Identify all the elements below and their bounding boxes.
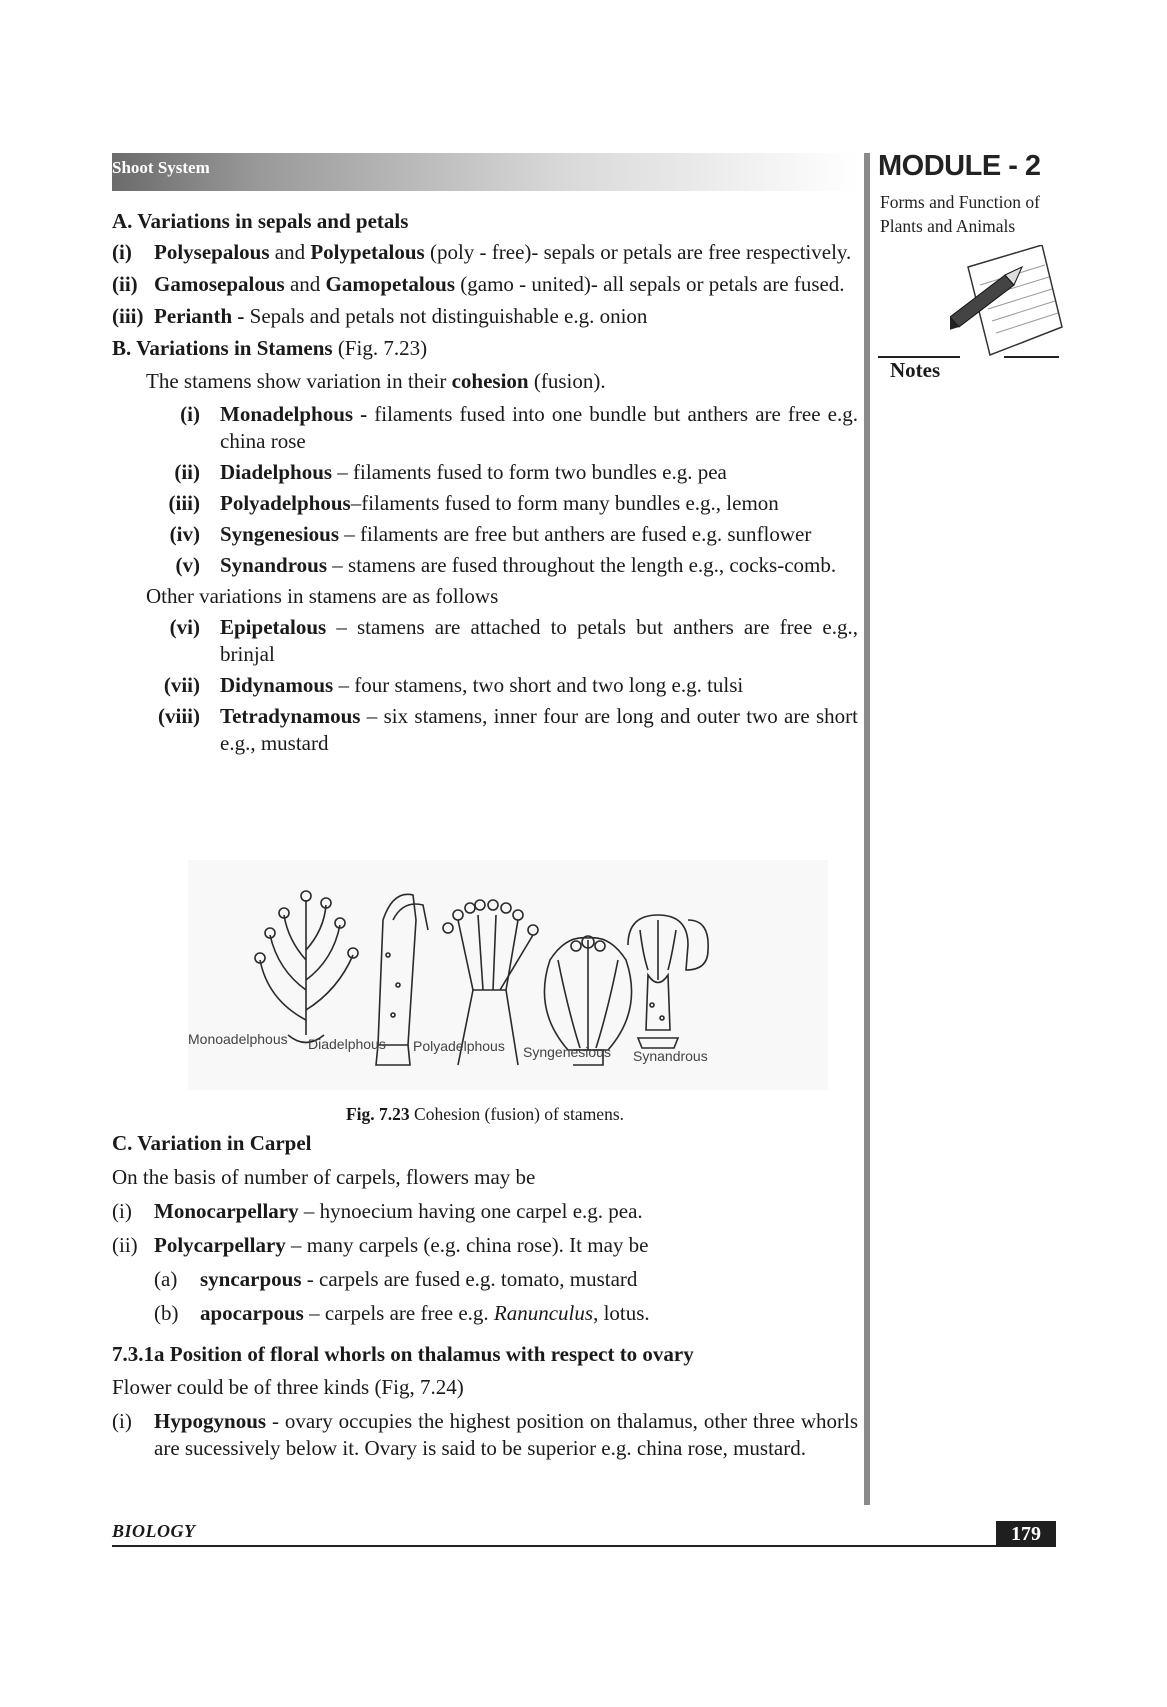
list-item: (i) Polysepalous and Polypetalous (poly - free)- sepals or petals are free respectively.	[112, 240, 852, 264]
section-c-container	[112, 1130, 858, 1462]
notes-rule-right	[1004, 356, 1059, 358]
list-item: (iv) Syngenesious – filaments are free but anthers are fused e.g. sunflower	[169, 522, 812, 546]
list-item: (b) apocarpous – carpels are free e.g. Ranunculus, lotus.	[154, 1301, 650, 1325]
list-item: (iii) Polyadelphous–filaments fused to form many bundles e.g., lemon	[168, 491, 779, 515]
list-item: (vii) Didynamous – four stamens, two short and two long e.g. tulsi	[163, 673, 744, 697]
figure-label-syngenesious: Syngenesious	[523, 1044, 611, 1060]
figure-label-monadelphous: Monoadelphous	[188, 1031, 288, 1047]
list-item: (ii) Diadelphous – filaments fused to form two bundles e.g. pea	[174, 460, 727, 484]
footer-subject: BIOLOGY	[112, 1521, 196, 1541]
list-item: (viii) Tetradynamous – six stamens, inner four are long and outer two are short e.g., mustard	[158, 704, 858, 755]
section-c-heading: C. Variation in Carpel	[112, 1131, 312, 1155]
stamen-figure	[188, 860, 828, 1090]
list-item: (iii) Perianth - Sepals and petals not distinguishable e.g. onion	[112, 304, 648, 328]
main-content	[112, 208, 858, 761]
notes-label: Notes	[890, 358, 941, 382]
section-b-intro: The stamens show variation in their cohesion (fusion).	[146, 369, 606, 393]
section-header-bar	[112, 153, 858, 191]
figure-label-polyadelphous: Polyadelphous	[413, 1038, 505, 1054]
page-number: 179	[996, 1521, 1056, 1547]
list-item: (i) Monadelphous - filaments fused into one bundle but anthers are free e.g. china rose	[180, 402, 858, 453]
section-c-intro: On the basis of number of carpels, flowers may be	[112, 1165, 536, 1189]
list-item: (i) Monocarpellary – hynoecium having one carpel e.g. pea.	[112, 1199, 643, 1223]
section-b-other: Other variations in stamens are as follows	[146, 584, 499, 608]
footer-rule	[112, 1545, 1056, 1547]
figure-label-diadelphous: Diadelphous	[308, 1036, 386, 1052]
list-item: (vi) Epipetalous – stamens are attached to petals but anthers are free e.g., brinjal	[169, 615, 858, 666]
module-title: MODULE - 2	[878, 150, 1041, 182]
section-a-heading: A. Variations in sepals and petals	[112, 209, 409, 233]
section-d-intro: Flower could be of three kinds (Fig, 7.24)	[112, 1375, 464, 1399]
list-item: (ii) Gamosepalous and Gamopetalous (gamo - united)- all sepals or petals are fused.	[112, 272, 845, 296]
figure-label-synandrous: Synandrous	[633, 1048, 708, 1064]
module-subtitle: Forms and Function of Plants and Animals	[880, 192, 1040, 236]
section-header-title: Shoot System	[112, 158, 210, 177]
list-item: (v) Synandrous – stamens are fused throughout the length e.g., cocks-comb.	[175, 553, 837, 577]
list-item: (a) syncarpous - carpels are fused e.g. tomato, mustard	[154, 1267, 638, 1291]
figure-caption: Fig. 7.23 Cohesion (fusion) of stamens.	[345, 1104, 625, 1124]
section-b-heading: B. Variations in Stamens (Fig. 7.23)	[112, 336, 428, 360]
section-d-heading: 7.3.1a Position of floral whorls on thalamus with respect to ovary	[112, 1342, 694, 1366]
list-item: (i) Hypogynous - ovary occupies the highest position on thalamus, other three whorls are sucessively below it. Ovary is said to be superior e.g. china rose, mustard.	[112, 1409, 858, 1460]
list-item: (ii) Polycarpellary – many carpels (e.g. china rose). It may be	[112, 1233, 649, 1257]
margin-divider	[864, 153, 870, 1505]
